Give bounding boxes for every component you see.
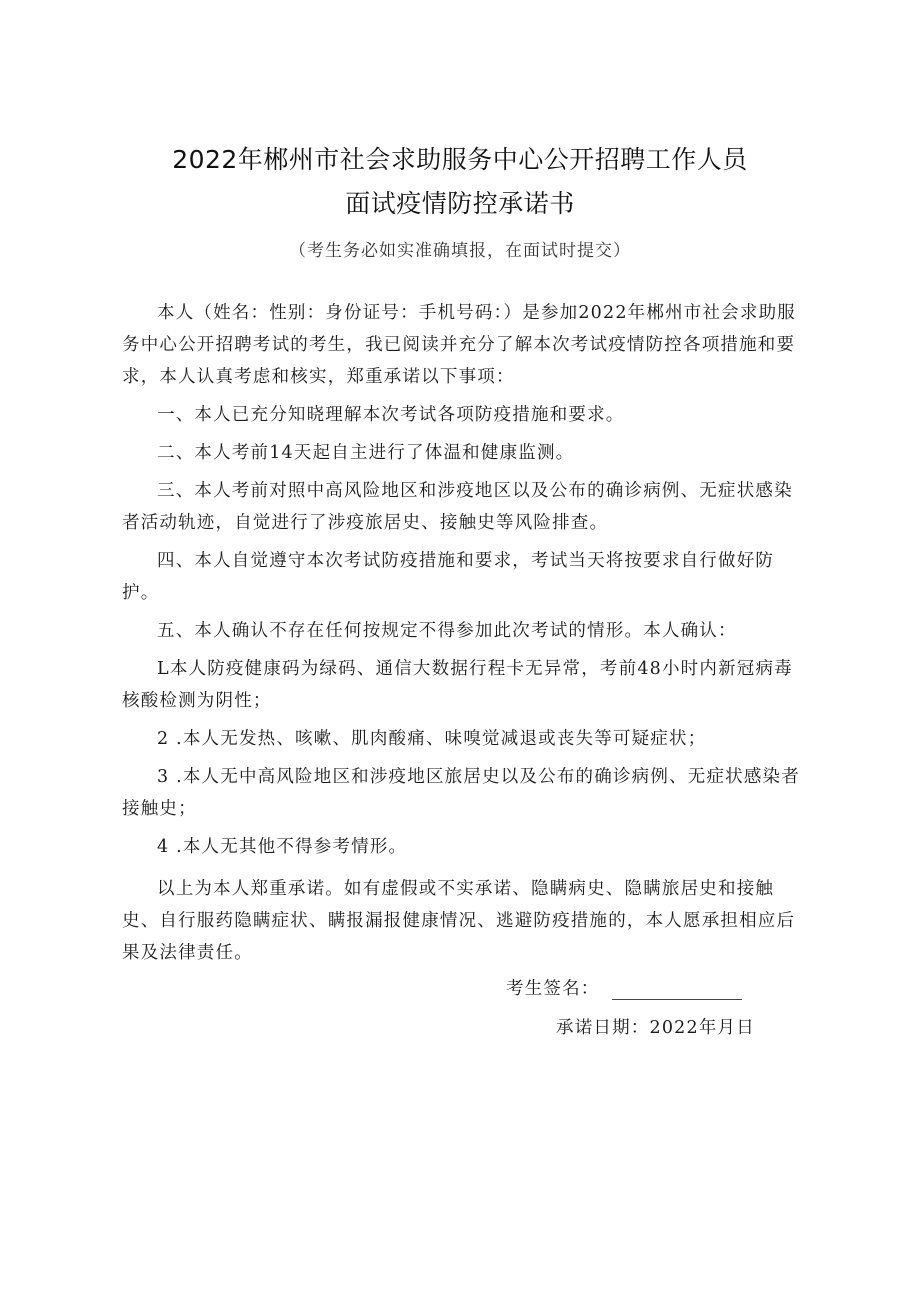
confirm-item-4: 4 .本人无其他不得参考情形。 [157, 837, 408, 857]
document-subtitle: （考生务必如实准确填报，在面试时提交） [289, 241, 631, 261]
commitment-item-1: 一、本人已充分知晓理解本次考试各项防疫措施和要求。 [157, 405, 625, 425]
confirm-item-1: L本人防疫健康码为绿码、通信大数据行程卡无异常，考前48小时内新冠病毒核酸检测为阴性； [122, 659, 793, 711]
commitment-item-5: 五、本人确认不存在任何按规定不得参加此次考试的情形。本人确认： [157, 621, 737, 641]
document-title-line-2: 面试疫情防控承诺书 [345, 189, 575, 218]
intro-paragraph: 本人（姓名：性别：身份证号：手机号码：）是参加2022年郴州市社会求助服务中心公开招聘考试的考生，我已阅读并充分了解本次考试疫情防控各项措施和要求，本人认真考虑和核实，郑重承诺以下事项： [122, 303, 796, 387]
document-title-line-1: 2022年郴州市社会求助服务中心公开招聘工作人员 [172, 145, 748, 174]
commitment-item-2: 二、本人考前14天起自主进行了体温和健康监测。 [157, 443, 575, 463]
commitment-date: 承诺日期：2022年月日 [556, 1018, 755, 1038]
commitment-item-3: 三、本人考前对照中高风险地区和涉疫地区以及公布的确诊病例、无症状感染者活动轨迹，自觉进行了涉疫旅居史、接触史等风险排查。 [122, 481, 793, 533]
signature-label: 考生签名： [506, 979, 600, 999]
signature-line[interactable] [612, 981, 742, 1000]
confirm-item-3: 3 .本人无中高风险地区和涉疫地区旅居史以及公布的确诊病例、无症状感染者接触史； [122, 767, 800, 819]
commitment-item-4: 四、本人自觉遵守本次考试防疫措施和要求，考试当天将按要求自行做好防护。 [122, 551, 775, 603]
signature-row [506, 975, 742, 1000]
closing-paragraph: 以上为本人郑重承诺。如有虚假或不实承诺、隐瞒病史、隐瞒旅居史和接触史、自行服药隐瞒症状、瞒报漏报健康情况、逃避防疫措施的，本人愿承担相应后果及法律责任。 [122, 879, 796, 963]
body-section [122, 297, 802, 969]
confirm-item-2: 2 .本人无发热、咳嗽、肌肉酸痛、味嗅觉减退或丧失等可疑症状； [157, 729, 707, 749]
